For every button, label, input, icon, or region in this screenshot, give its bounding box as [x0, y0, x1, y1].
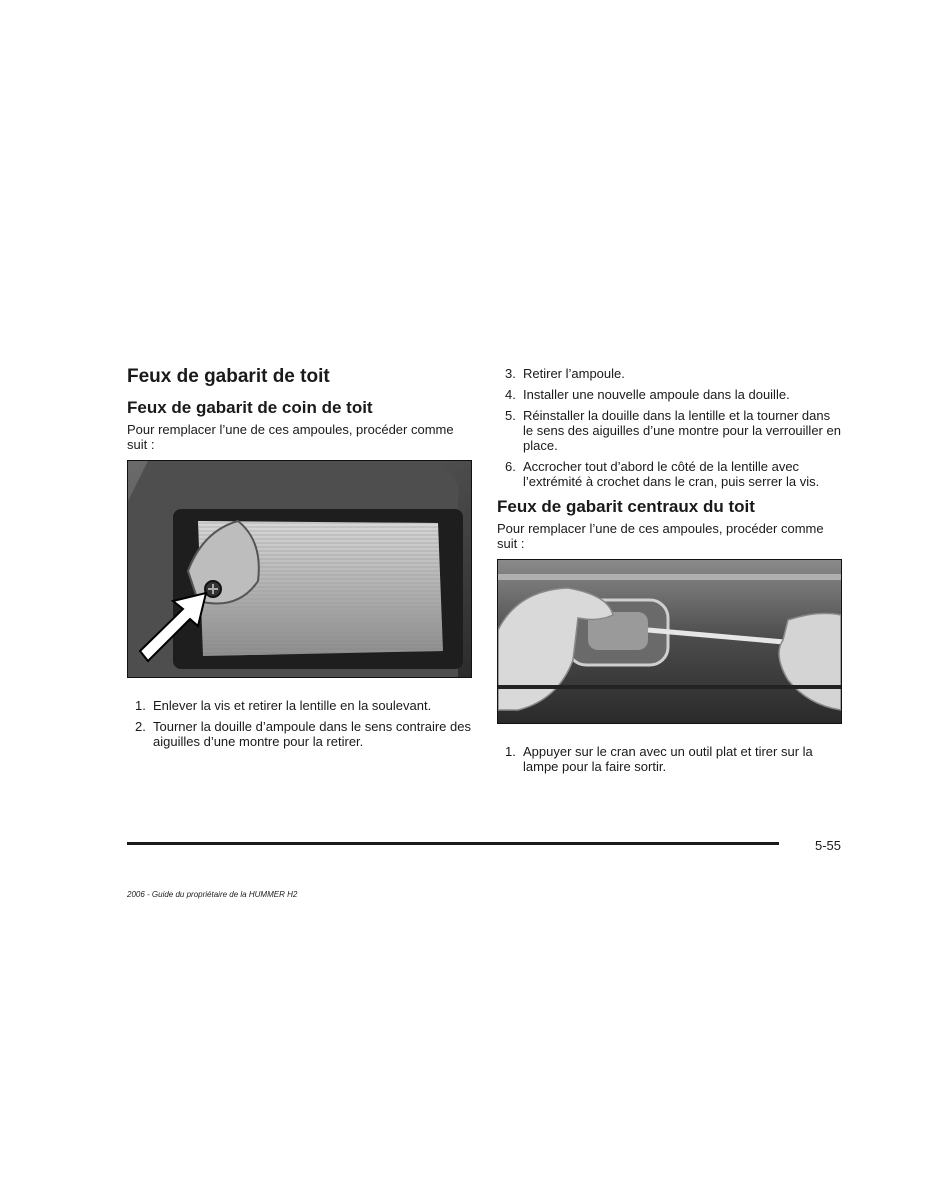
right-column	[497, 366, 842, 780]
footer-text: 2006 - Guide du propriétaire de la HUMMER H2	[127, 890, 298, 899]
steps-list-right-top	[497, 366, 842, 489]
section-heading: Feux de gabarit centraux du toit	[497, 497, 755, 516]
center-roof-lamp-photo	[497, 559, 842, 724]
corner-lamp-illustration	[128, 461, 471, 677]
intro-text: Pour remplacer l’une de ces ampoules, procéder comme suit :	[127, 422, 454, 452]
list-item: 4. Installer une nouvelle ampoule dans la douille.	[505, 387, 790, 402]
list-item: 6. Accrocher tout d’abord le côté de la lentille avec l’extrémité à crochet dans le cran, puis serrer la vis.	[505, 459, 820, 489]
section-title: Feux de gabarit de toit	[127, 366, 330, 387]
list-item: 1. Appuyer sur le cran avec un outil plat et tirer sur la lampe pour la faire sortir.	[505, 744, 813, 774]
corner-roof-lamp-photo	[127, 460, 472, 678]
steps-list-left	[127, 698, 472, 749]
center-lamp-illustration	[498, 560, 841, 723]
steps-list-right-bottom	[497, 744, 842, 774]
list-item: 5. Réinstaller la douille dans la lentille et la tourner dans le sens des aiguilles d’une montre pour la verrouiller en place.	[505, 408, 841, 453]
subsection-title: Feux de gabarit de coin de toit	[127, 398, 373, 417]
intro-text: Pour remplacer l’une de ces ampoules, procéder comme suit :	[497, 521, 824, 551]
list-item: 2. Tourner la douille d’ampoule dans le sens contraire des aiguilles d’une montre pour la retirer.	[135, 719, 471, 749]
page-number: 5-55	[815, 838, 842, 853]
list-item: 3. Retirer l’ampoule.	[505, 366, 625, 381]
list-item: 1. Enlever la vis et retirer la lentille en la soulevant.	[135, 698, 432, 713]
left-column	[127, 366, 472, 755]
footer-rule	[127, 842, 779, 845]
